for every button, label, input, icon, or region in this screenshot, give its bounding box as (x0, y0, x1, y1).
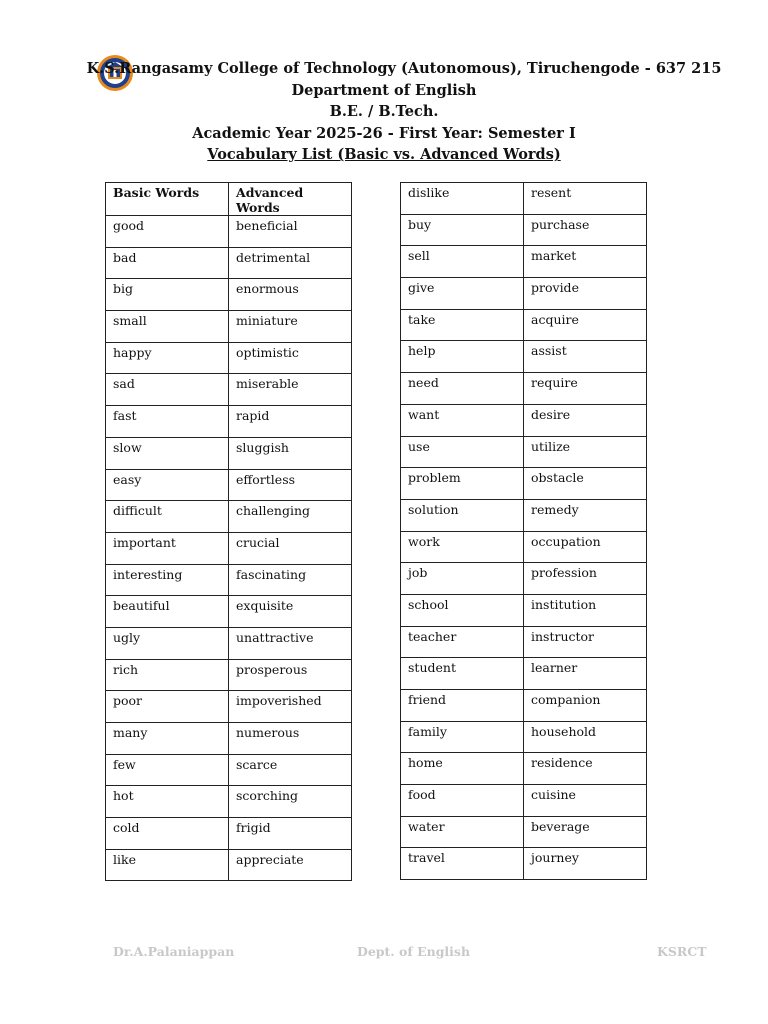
table-row (401, 214, 647, 246)
table-row (106, 754, 352, 786)
basic-word-cell: dislike (401, 183, 524, 215)
table-row (106, 532, 352, 564)
table-row (401, 626, 647, 658)
basic-word-cell: interesting (106, 564, 229, 596)
advanced-word-cell: unattractive (229, 627, 352, 659)
basic-word-cell: difficult (106, 501, 229, 533)
table-row (401, 499, 647, 531)
table-row (106, 818, 352, 850)
basic-word-cell: travel (401, 848, 524, 880)
advanced-word-cell: impoverished (229, 691, 352, 723)
basic-word-cell: poor (106, 691, 229, 723)
advanced-word-cell: appreciate (229, 849, 352, 881)
table-row (401, 785, 647, 817)
basic-word-cell: student (401, 658, 524, 690)
table-row (401, 404, 647, 436)
advanced-word-cell: fascinating (229, 564, 352, 596)
advanced-word-cell: occupation (524, 531, 647, 563)
table-row (401, 246, 647, 278)
advanced-word-cell: residence (524, 753, 647, 785)
table-row (401, 658, 647, 690)
advanced-word-cell: obstacle (524, 468, 647, 500)
advanced-word-cell: miniature (229, 311, 352, 343)
advanced-word-cell: require (524, 373, 647, 405)
advanced-word-cell: optimistic (229, 342, 352, 374)
academic-year: Academic Year 2025-26 - First Year: Semester I (192, 124, 576, 142)
table-header-row (106, 183, 352, 216)
basic-word-cell: food (401, 785, 524, 817)
basic-word-cell: ugly (106, 627, 229, 659)
table-row (401, 594, 647, 626)
table-row (401, 309, 647, 341)
table-row (401, 563, 647, 595)
basic-word-cell: hot (106, 786, 229, 818)
advanced-word-cell: rapid (229, 406, 352, 438)
basic-word-cell: buy (401, 214, 524, 246)
advanced-word-cell: acquire (524, 309, 647, 341)
basic-word-cell: many (106, 723, 229, 755)
basic-word-cell: work (401, 531, 524, 563)
advanced-word-cell: challenging (229, 501, 352, 533)
advanced-word-cell: journey (524, 848, 647, 880)
basic-word-cell: easy (106, 469, 229, 501)
basic-word-cell: friend (401, 690, 524, 722)
basic-word-cell: give (401, 278, 524, 310)
basic-word-cell: bad (106, 247, 229, 279)
basic-word-cell: rich (106, 659, 229, 691)
advanced-word-cell: frigid (229, 818, 352, 850)
basic-word-cell: big (106, 279, 229, 311)
table-row (106, 342, 352, 374)
table-row (401, 278, 647, 310)
vocab-table-right (400, 182, 647, 880)
advanced-word-cell: cuisine (524, 785, 647, 817)
basic-word-cell: like (106, 849, 229, 881)
table-row (106, 786, 352, 818)
table-row (106, 564, 352, 596)
table-row (106, 627, 352, 659)
table-row (106, 437, 352, 469)
basic-word-cell: small (106, 311, 229, 343)
department-name: Department of English (291, 81, 477, 99)
basic-word-cell: need (401, 373, 524, 405)
basic-word-cell: few (106, 754, 229, 786)
list-title: Vocabulary List (Basic vs. Advanced Words) (207, 146, 561, 163)
basic-word-cell: happy (106, 342, 229, 374)
table-row (106, 247, 352, 279)
table-row (401, 848, 647, 880)
basic-word-cell: want (401, 404, 524, 436)
table-row (401, 468, 647, 500)
advanced-word-cell: enormous (229, 279, 352, 311)
footer-author: Dr.A.Palaniappan (113, 944, 235, 959)
footer-dept: Dept. of English (357, 944, 471, 959)
table-row (401, 690, 647, 722)
table-row (106, 311, 352, 343)
basic-word-cell: problem (401, 468, 524, 500)
column-header: Advanced Words (229, 183, 352, 216)
basic-word-cell: solution (401, 499, 524, 531)
advanced-word-cell: detrimental (229, 247, 352, 279)
advanced-word-cell: instructor (524, 626, 647, 658)
table-row (401, 341, 647, 373)
basic-word-cell: take (401, 309, 524, 341)
advanced-word-cell: miserable (229, 374, 352, 406)
basic-word-cell: sad (106, 374, 229, 406)
table-row (106, 374, 352, 406)
table-row (106, 691, 352, 723)
basic-word-cell: important (106, 532, 229, 564)
advanced-word-cell: provide (524, 278, 647, 310)
advanced-word-cell: household (524, 721, 647, 753)
advanced-word-cell: scorching (229, 786, 352, 818)
basic-word-cell: family (401, 721, 524, 753)
advanced-word-cell: beneficial (229, 216, 352, 248)
table-row (106, 501, 352, 533)
basic-word-cell: help (401, 341, 524, 373)
basic-word-cell: cold (106, 818, 229, 850)
table-row (106, 596, 352, 628)
advanced-word-cell: institution (524, 594, 647, 626)
table-row (401, 183, 647, 215)
advanced-word-cell: profession (524, 563, 647, 595)
advanced-word-cell: assist (524, 341, 647, 373)
table-row (401, 436, 647, 468)
table-row (401, 721, 647, 753)
table-row (106, 849, 352, 881)
advanced-word-cell: companion (524, 690, 647, 722)
table-row (401, 816, 647, 848)
table-row (106, 216, 352, 248)
basic-word-cell: beautiful (106, 596, 229, 628)
basic-word-cell: job (401, 563, 524, 595)
table-row (401, 531, 647, 563)
advanced-word-cell: crucial (229, 532, 352, 564)
advanced-word-cell: resent (524, 183, 647, 215)
basic-word-cell: use (401, 436, 524, 468)
advanced-word-cell: sluggish (229, 437, 352, 469)
basic-word-cell: good (106, 216, 229, 248)
basic-word-cell: water (401, 816, 524, 848)
table-row (106, 723, 352, 755)
table-row (106, 279, 352, 311)
column-header: Basic Words (106, 183, 229, 216)
advanced-word-cell: prosperous (229, 659, 352, 691)
table-row (106, 406, 352, 438)
advanced-word-cell: effortless (229, 469, 352, 501)
degree-name: B.E. / B.Tech. (329, 103, 439, 120)
basic-word-cell: slow (106, 437, 229, 469)
basic-word-cell: teacher (401, 626, 524, 658)
document-header (0, 58, 768, 166)
advanced-word-cell: utilize (524, 436, 647, 468)
footer-org: KSRCT (657, 944, 707, 959)
table-row (401, 753, 647, 785)
advanced-word-cell: learner (524, 658, 647, 690)
advanced-word-cell: numerous (229, 723, 352, 755)
basic-word-cell: sell (401, 246, 524, 278)
advanced-word-cell: beverage (524, 816, 647, 848)
table-row (106, 469, 352, 501)
basic-word-cell: home (401, 753, 524, 785)
basic-word-cell: school (401, 594, 524, 626)
advanced-word-cell: remedy (524, 499, 647, 531)
advanced-word-cell: scarce (229, 754, 352, 786)
advanced-word-cell: exquisite (229, 596, 352, 628)
advanced-word-cell: purchase (524, 214, 647, 246)
advanced-word-cell: desire (524, 404, 647, 436)
table-row (401, 373, 647, 405)
college-name: K.S.Rangasamy College of Technology (Autonomous), Tiruchengode - 637 215 (86, 60, 722, 77)
table-row (106, 659, 352, 691)
vocab-table-left (105, 182, 352, 881)
basic-word-cell: fast (106, 406, 229, 438)
advanced-word-cell: market (524, 246, 647, 278)
